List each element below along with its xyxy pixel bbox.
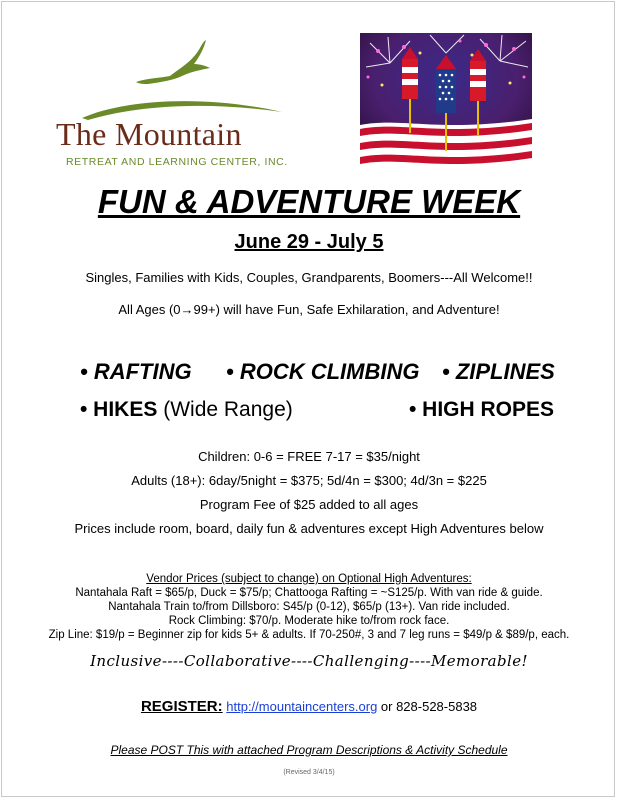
program-fee: Program Fee of $25 added to all ages <box>199 497 419 512</box>
vendor-line: Nantahala Train to/from Dillsboro: S45/p (0-12), $65/p (13+). Van ride included. <box>108 601 510 613</box>
activity-ziplines: • ZIPLINES <box>442 359 555 384</box>
vendor-line: Rock Climbing: $70/p. Moderate hike to/from rock face. <box>168 615 450 627</box>
register-link[interactable]: http://mountaincenters.org <box>226 699 378 714</box>
post-note: Please POST This with attached Program Descriptions & Activity Schedule <box>110 743 508 757</box>
bird-icon <box>134 38 214 88</box>
welcome-text: Singles, Families with Kids, Couples, Grandparents, Boomers---All Welcome!! <box>85 270 533 285</box>
page-title: FUN & ADVENTURE WEEK <box>97 183 521 220</box>
activity-high-ropes <box>409 398 554 422</box>
price-includes: Prices include room, board, daily fun & adventures except High Adventures below <box>74 521 544 536</box>
activity-hikes <box>80 398 293 422</box>
activity-hikes-label: • HIKES <box>80 398 158 421</box>
tagline: Inclusive----Collaborative----Challenging----Memorable! <box>90 652 528 670</box>
price-children: Children: 0-6 = FREE 7-17 = $35/night <box>198 449 420 464</box>
vendor-line: Nantahala Raft = $65/p, Duck = $75/p; Chattooga Rafting = ~S125/p. With van ride & guide. <box>75 587 543 599</box>
vendor-line: Zip Line: $19/p = Beginner zip for kids 5+ & adults. If 70-250#, 3 and 7 leg runs = $49/p & $89/p, each. <box>48 629 570 641</box>
activity-rock-climbing: • ROCK CLIMBING <box>226 359 420 384</box>
activity-hikes-note: (Wide Range) <box>157 398 293 421</box>
fireworks-image <box>360 33 532 165</box>
register-phone: or 828-528-5838 <box>377 699 478 714</box>
ages-text: All Ages (0→99+) will have Fun, Safe Exhilaration, and Adventure! <box>118 302 500 317</box>
revised-note: (Revised 3/4/15) <box>283 769 335 776</box>
logo-subtitle: RETREAT AND LEARNING CENTER, INC. <box>66 156 288 168</box>
activity-rafting: • RAFTING <box>80 359 192 384</box>
event-dates: June 29 - July 5 <box>234 231 384 253</box>
vendor-heading: Vendor Prices (subject to change) on Optional High Adventures: <box>146 573 472 585</box>
mountain-logo <box>52 30 292 170</box>
register-line <box>0 698 618 715</box>
register-label: REGISTER: <box>140 698 223 715</box>
activity-high-ropes-label: • HIGH ROPES <box>409 398 555 421</box>
logo-title: The Mountain <box>56 116 242 152</box>
price-adults: Adults (18+): 6day/5night = $375; 5d/4n = $300; 4d/3n = $225 <box>131 473 487 488</box>
